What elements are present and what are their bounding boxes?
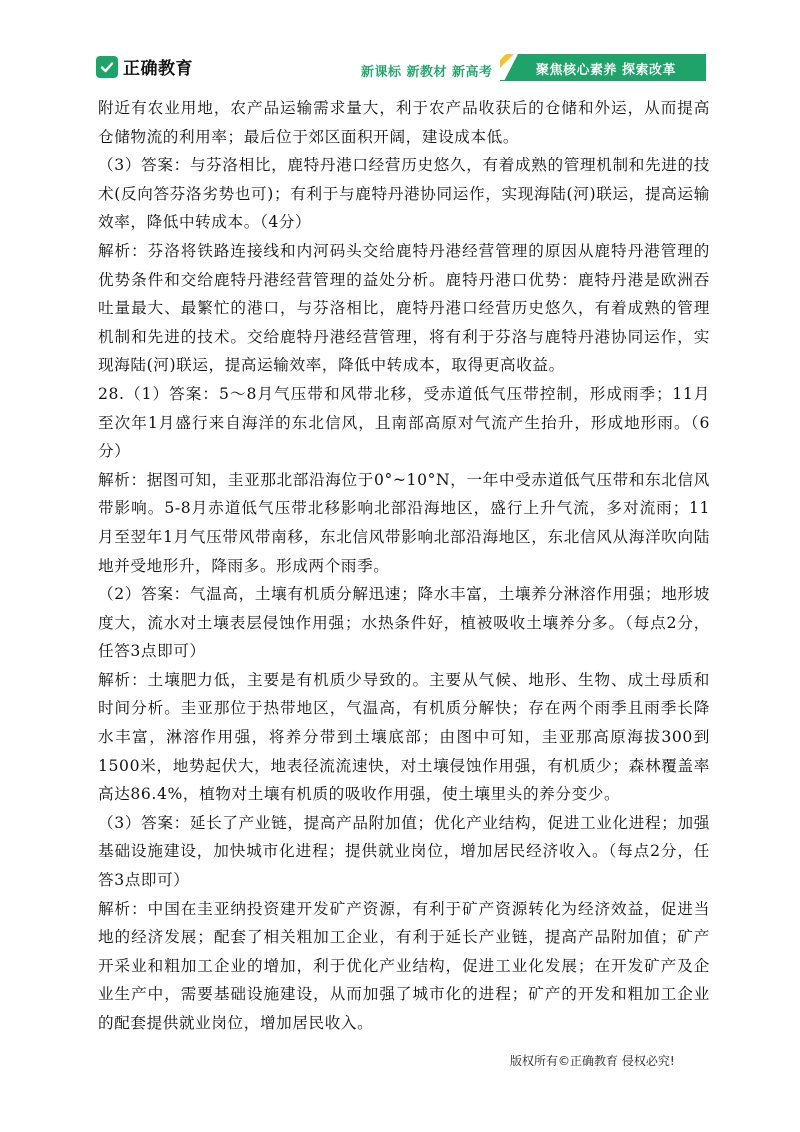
check-icon: [96, 56, 118, 78]
slogan-banner: [500, 54, 706, 81]
paragraph: 附近有农业用地，农产品运输需求量大，利于农产品收获后的仓储和外运，从而提高仓储物流的利用率；最后位于郊区面积开阔，建设成本低。: [98, 99, 710, 146]
paragraph: （3）答案：与芬洛相比，鹿特丹港口经营历史悠久，有着成熟的管理机制和先进的技术(反向答芬洛劣势也可)；有利于与鹿特丹港协同运作，实现海陆(河)联运，提高运输效率，降低中转成本。（4分）: [98, 156, 710, 232]
paragraph: 解析：土壤肥力低，主要是有机质少导致的。主要从气候、地形、生物、成土母质和时间分析。圭亚那位于热带地区，气温高，有机质分解快；存在两个雨季且雨季长降水丰富，淋溶作用强，将养分带到土壤底部；由图中可知，圭亚那高原海拔300到1500米，地势起伏大，地表径流流速快，对土壤侵蚀作用强，有机质少；森林覆盖率高达86.4%，植物对土壤有机质的吸收作用强，使土壤里头的养分变少。: [98, 670, 710, 804]
document-body: [98, 94, 710, 1038]
paragraph: （3）答案：延长了产业链，提高产品附加值；优化产业结构，促进工业化进程；加强基础设施建设，加快城市化进程；提供就业岗位，增加居民经济收入。（每点2分，任答3点即可）: [98, 813, 710, 890]
copyright-footer: 版权所有©正确教育 侵权必究!: [510, 1054, 675, 1068]
paragraph: 解析：据图可知，圭亚那北部沿海位于0°~10°N，一年中受赤道低气压带和东北信风带影响。5-8月赤道低气压带北移影响北部沿海地区，盛行上升气流，多对流雨；11月至翌年1月气压带风带南移，东北信风带影响北部沿海地区，东北信风从海洋吹向陆地并受地形升，降雨多。形成两个雨季。: [98, 470, 710, 575]
brand-name: 正确教育: [123, 59, 193, 79]
banner-text: 聚焦核心素养 探索改革: [536, 63, 677, 78]
paragraph: 28.（1）答案：5～8月气压带和风带北移，受赤道低气压带控制，形成雨季；11月至次年1月盛行来自海洋的东北信风，且南部高原对气流产生抬升，形成地形雨。（6分）: [98, 384, 710, 461]
paragraph: 解析：芬洛将铁路连接线和内河码头交给鹿特丹港经营管理的原因从鹿特丹港管理的优势条件和交给鹿特丹港经营管理的益处分析。鹿特丹港口优势：鹿特丹港是欧洲吞吐量最大、最繁忙的港口，与芬洛相比，鹿特丹港口经营历史悠久，有着成熟的管理机制和先进的技术。交给鹿特丹港经营管理，将有利于芬洛与鹿特丹港协同运作，实现海陆(河)联运，提高运输效率，降低中转成本，取得更高收益。: [98, 241, 710, 375]
brand-logo: [96, 54, 193, 79]
paragraph: 解析：中国在圭亚纳投资建开发矿产资源，有利于矿产资源转化为经济效益，促进当地的经济发展；配套了相关粗加工企业，有利于延长产业链，提高产品附加值；矿产开采业和粗加工企业的增加，利于优化产业结构，促进工业化发展；在开发矿产及企业生产中，需要基础设施建设，从而加强了城市化的进程；矿产的开发和粗加工企业的配套提供就业岗位，增加居民收入。: [98, 899, 710, 1032]
slogan-text: 新课标 新教材 新高考: [361, 65, 493, 80]
page-header: [96, 52, 706, 82]
paragraph: （2）答案：气温高，土壤有机质分解迅速；降水丰富，土壤养分淋溶作用强；地形坡度大，流水对土壤表层侵蚀作用强；水热条件好，植被吸收土壤养分多。（每点2分，任答3点即可）: [98, 585, 710, 661]
